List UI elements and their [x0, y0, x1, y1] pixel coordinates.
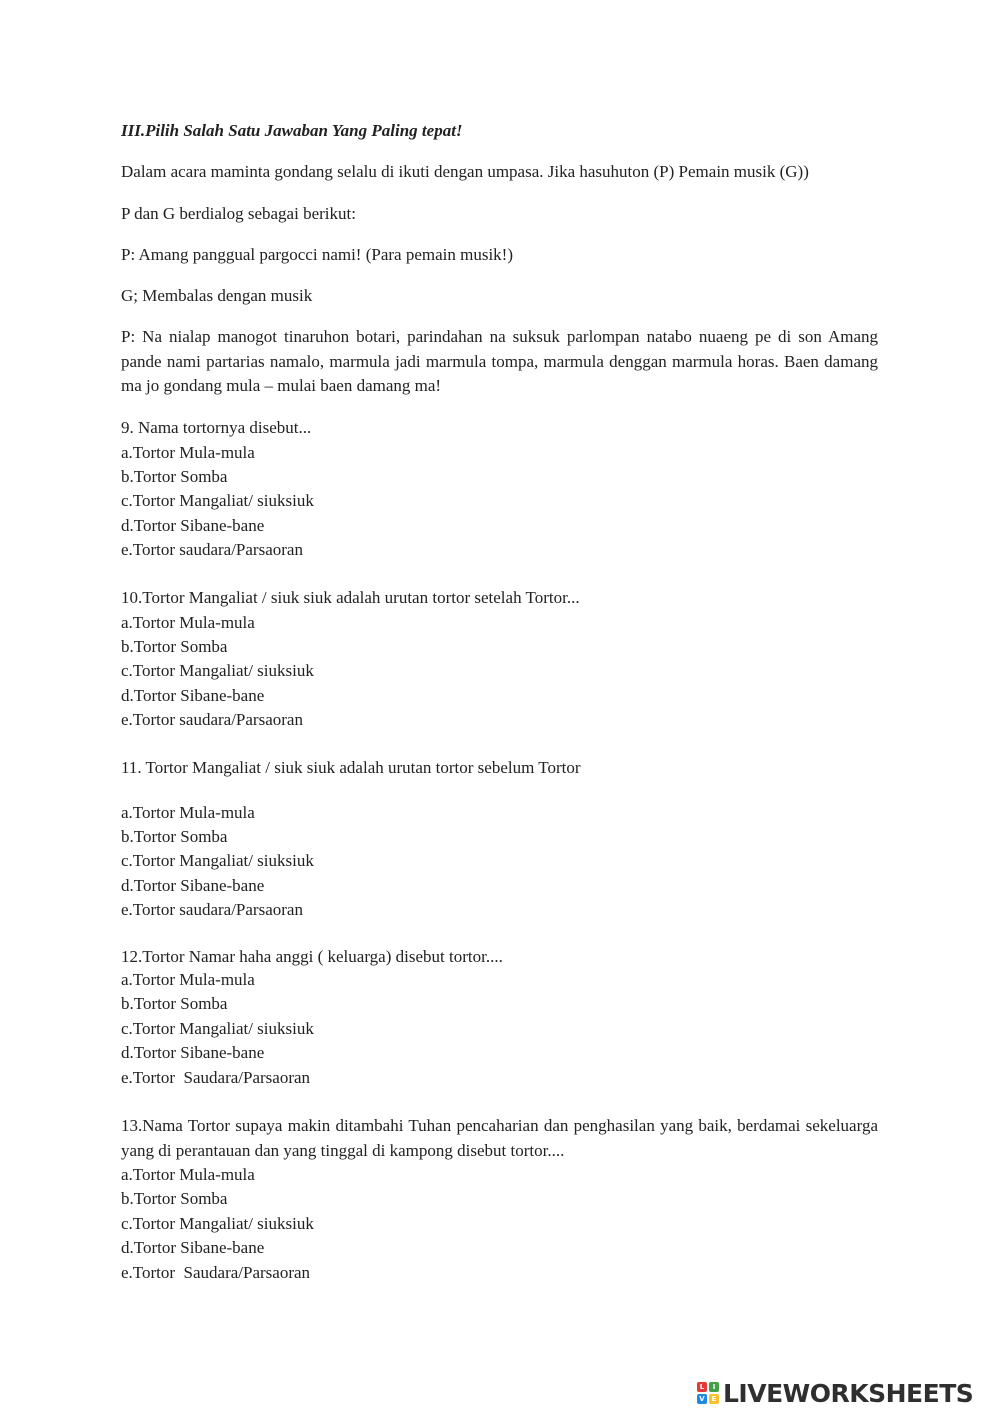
logo-tile-v: V — [697, 1394, 707, 1404]
section-heading: III.Pilih Salah Satu Jawaban Yang Paling tepat! — [121, 121, 463, 140]
option-e[interactable]: e.Tortor saudara/Parsaoran — [121, 710, 303, 730]
option-b[interactable]: b.Tortor Somba — [121, 1189, 228, 1209]
logo-tile-e: E — [709, 1394, 719, 1404]
option-b[interactable]: b.Tortor Somba — [121, 466, 228, 486]
option-e[interactable]: e.Tortor saudara/Parsaoran — [121, 900, 303, 920]
option-b[interactable]: b.Tortor Somba — [121, 826, 228, 846]
intro-line-4: G; Membalas dengan musik — [121, 286, 313, 305]
question-9 — [121, 416, 878, 563]
question-11 — [121, 756, 878, 923]
option-d[interactable]: d.Tortor Sibane-bane — [121, 685, 265, 705]
option-d[interactable]: d.Tortor Sibane-bane — [121, 875, 265, 895]
option-e[interactable]: e.Tortor saudara/Parsaoran — [121, 540, 303, 560]
logo-tile-l: L — [697, 1382, 707, 1392]
question-text: 9. Nama tortornya disebut... — [121, 418, 312, 437]
question-12 — [121, 946, 878, 1090]
liveworksheets-logo-icon — [697, 1382, 719, 1404]
option-b[interactable]: b.Tortor Somba — [121, 636, 228, 656]
option-c[interactable]: c.Tortor Mangaliat/ siuksiuk — [121, 661, 314, 681]
question-text: 11. Tortor Mangaliat / siuk siuk adalah urutan tortor sebelum Tortor — [121, 758, 581, 777]
liveworksheets-brand[interactable] — [697, 1378, 973, 1408]
option-c[interactable]: c.Tortor Mangaliat/ siuksiuk — [121, 491, 314, 511]
question-text: 13.Nama Tortor supaya makin ditambahi Tuhan pencaharian dan penghasilan yang baik, berdamai sekeluarga yang di perantauan dan yang tinggal di kampong disebut tortor.... — [121, 1116, 878, 1160]
option-e[interactable]: e.Tortor Saudara/Parsaoran — [121, 1262, 311, 1282]
option-a[interactable]: a.Tortor Mula-mula — [121, 970, 255, 989]
option-c[interactable]: c.Tortor Mangaliat/ siuksiuk — [121, 851, 314, 871]
option-c[interactable]: c.Tortor Mangaliat/ siuksiuk — [121, 1018, 314, 1038]
option-a[interactable]: a.Tortor Mula-mula — [121, 1165, 255, 1184]
brand-name: LIVEWORKSHEETS — [723, 1378, 974, 1408]
option-d[interactable]: d.Tortor Sibane-bane — [121, 1043, 265, 1063]
dialog-paragraph: P: Na nialap manogot tinaruhon botari, parindahan na suksuk parlompan natabo nuaeng pe di son Amang pande nami partarias namalo, marmula jadi marmula tompa, marmula denggan marmula horas. Baen damang ma jo gondang mula – mulai baen damang ma! — [121, 327, 878, 395]
option-d[interactable]: d.Tortor Sibane-bane — [121, 1238, 265, 1258]
intro-line-2: P dan G berdialog sebagai berikut: — [121, 204, 356, 223]
option-e[interactable]: e.Tortor Saudara/Parsaoran — [121, 1067, 311, 1087]
question-13 — [121, 1114, 878, 1285]
option-a[interactable]: a.Tortor Mula-mula — [121, 612, 255, 632]
question-10 — [121, 586, 878, 733]
option-a[interactable]: a.Tortor Mula-mula — [121, 442, 255, 462]
question-text: 12.Tortor Namar haha anggi ( keluarga) disebut tortor.... — [121, 947, 503, 966]
question-text: 10.Tortor Mangaliat / siuk siuk adalah urutan tortor setelah Tortor... — [121, 588, 580, 607]
intro-line-3: P: Amang panggual pargocci nami! (Para pemain musik!) — [121, 245, 514, 264]
option-a[interactable]: a.Tortor Mula-mula — [121, 802, 255, 822]
intro-line-1: Dalam acara maminta gondang selalu di ikuti dengan umpasa. Jika hasuhuton (P) Pemain musik (G)) — [121, 162, 809, 181]
logo-tile-i: I — [709, 1382, 719, 1392]
option-c[interactable]: c.Tortor Mangaliat/ siuksiuk — [121, 1213, 314, 1233]
option-b[interactable]: b.Tortor Somba — [121, 994, 228, 1014]
option-d[interactable]: d.Tortor Sibane-bane — [121, 515, 265, 535]
